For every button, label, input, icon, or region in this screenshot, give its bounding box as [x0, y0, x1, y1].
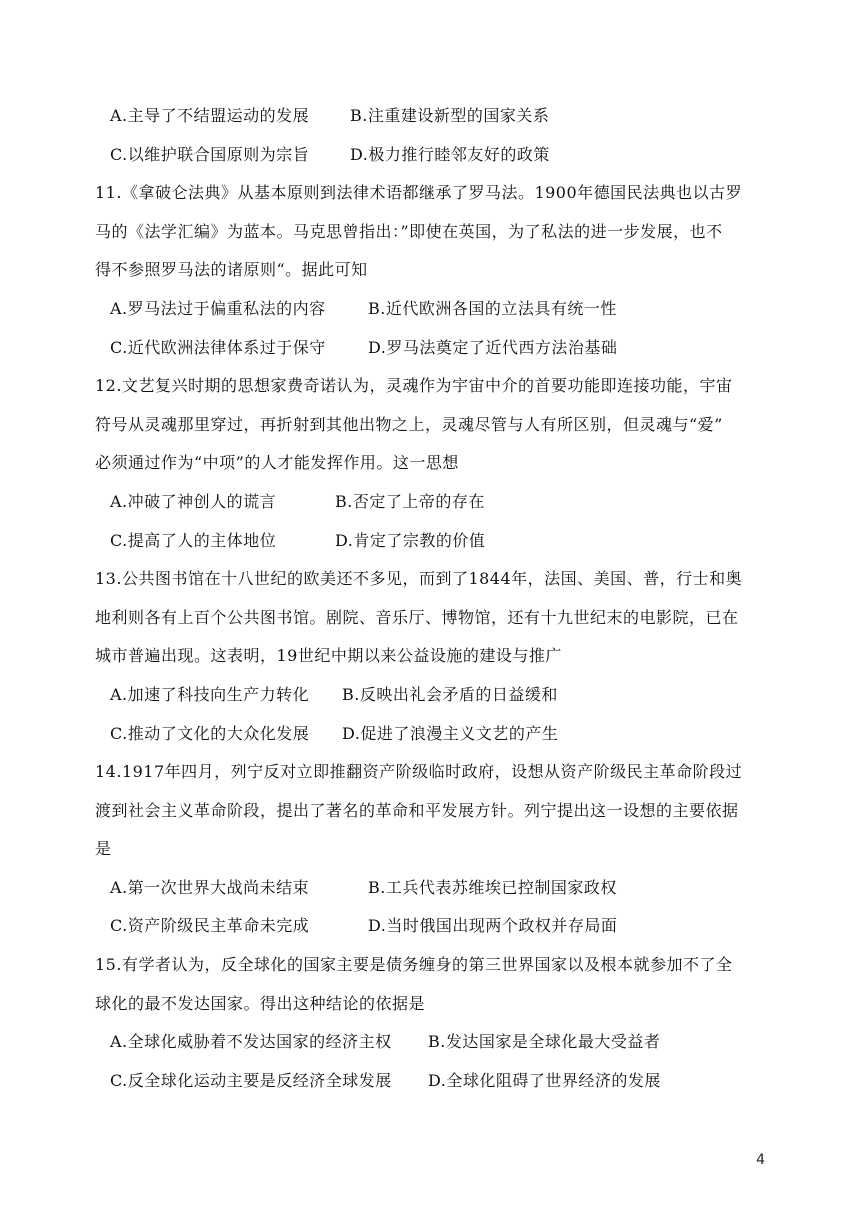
- option-c: C.资产阶级民主革命未完成: [110, 916, 310, 936]
- option-a: A.第一次世界大战尚未结束: [110, 877, 310, 897]
- option-b: B.近代欧洲各国的立法具有统一性: [368, 298, 617, 318]
- question-13-stem-line: 13.公共图书馆在十八世纪的欧美还不多见，而到了1844年，法国、美国、普，行士和奥: [95, 569, 743, 589]
- question-14-stem-line: 14.1917年四月，列宁反对立即推翻资产阶级临时政府，设想从资产阶级民主革命阶段过: [95, 762, 743, 782]
- options-row: [95, 869, 775, 908]
- option-a: A.罗马法过于偏重私法的内容: [110, 298, 326, 318]
- option-c: C.以维护联合国原则为宗旨: [110, 144, 310, 164]
- options-row: [95, 97, 775, 136]
- question-12-stem-line: 12.文艺复兴时期的思想家费奇诺认为，灵魂作为宇宙中介的首要功能即连接功能，宇宙: [95, 376, 733, 396]
- option-a: A.全球化威胁着不发达国家的经济主权: [110, 1032, 392, 1052]
- option-c: C.提高了人的主体地位: [110, 530, 277, 550]
- option-d: D.极力推行睦邻友好的政策: [350, 144, 550, 164]
- option-a: A.主导了不结盟运动的发展: [110, 106, 310, 125]
- options-row: [95, 136, 775, 175]
- question-12-stem-line: 符号从灵魂那里穿过，再折射到其他出物之上，灵魂尽管与人有所区别，但灵魂与“爱”: [95, 414, 723, 434]
- question-content: [95, 97, 775, 1100]
- option-d: D.促进了浪漫主义文艺的产生: [342, 723, 559, 743]
- question-11-stem-line: 马的《法学汇编》为蓝本。马克思曾指出：”即使在英国，为了私法的进一步发展，也不: [95, 221, 723, 241]
- options-row: [95, 1062, 775, 1101]
- option-b: B.否定了上帝的存在: [335, 491, 485, 511]
- question-11-stem-line: 11.《拿破仑法典》从基本原则到法律术语都继承了罗马法。1900年德国民法典也以古罗: [95, 183, 743, 203]
- question-15-stem-line: 15.有学者认为，反全球化的国家主要是债务缠身的第三世界国家以及根本就参加不了全: [95, 955, 733, 975]
- question-13-stem-line: 城市普遍出现。这表明，19世纪中期以来公益设施的建设与推广: [95, 646, 562, 666]
- option-c: C.推动了文化的大众化发展: [110, 723, 310, 743]
- question-12-stem-line: 必须通过作为“中项”的人才能发挥作用。这一思想: [95, 453, 459, 473]
- options-row: [95, 715, 775, 754]
- question-15-stem-line: 球化的最不发达国家。得出这种结论的依据是: [95, 993, 426, 1013]
- option-d: D.当时俄国出现两个政权并存局面: [368, 916, 618, 936]
- option-b: B.注重建设新型的国家关系: [350, 106, 550, 125]
- options-row: [95, 329, 775, 368]
- options-row: [95, 907, 775, 946]
- option-a: A.冲破了神创人的谎言: [110, 491, 277, 511]
- question-14-stem-line: 渡到社会主义革命阶段，提出了著名的革命和平发展方针。列宁提出这一设想的主要依据: [95, 800, 739, 820]
- option-c: C.近代欧洲法律体系过于保守: [110, 337, 326, 357]
- question-11-stem-line: 得不参照罗马法的诸原则“。据此可知: [95, 260, 368, 280]
- option-c: C.反全球化运动主要是反经济全球发展: [110, 1070, 392, 1090]
- question-13-stem-line: 地利则各有上百个公共图书馆。剧院、音乐厅、博物馆，还有十九世纪末的电影院，已在: [95, 607, 739, 627]
- question-14-stem-line: 是: [95, 839, 112, 859]
- options-row: [95, 1023, 775, 1062]
- options-row: [95, 522, 775, 561]
- option-d: D.全球化阻碍了世界经济的发展: [428, 1070, 661, 1090]
- option-d: D.肯定了宗教的价值: [335, 530, 486, 550]
- option-b: B.发达国家是全球化最大受益者: [428, 1032, 661, 1052]
- options-row: [95, 290, 775, 329]
- option-b: B.工兵代表苏维埃已控制国家政权: [368, 877, 617, 897]
- options-row: [95, 676, 775, 715]
- options-row: [95, 483, 775, 522]
- option-d: D.罗马法奠定了近代西方法治基础: [368, 337, 618, 357]
- option-a: A.加速了科技向生产力转化: [110, 684, 310, 704]
- page-number: 4: [756, 1152, 765, 1168]
- option-b: B.反映出礼会矛盾的日益缓和: [342, 684, 558, 704]
